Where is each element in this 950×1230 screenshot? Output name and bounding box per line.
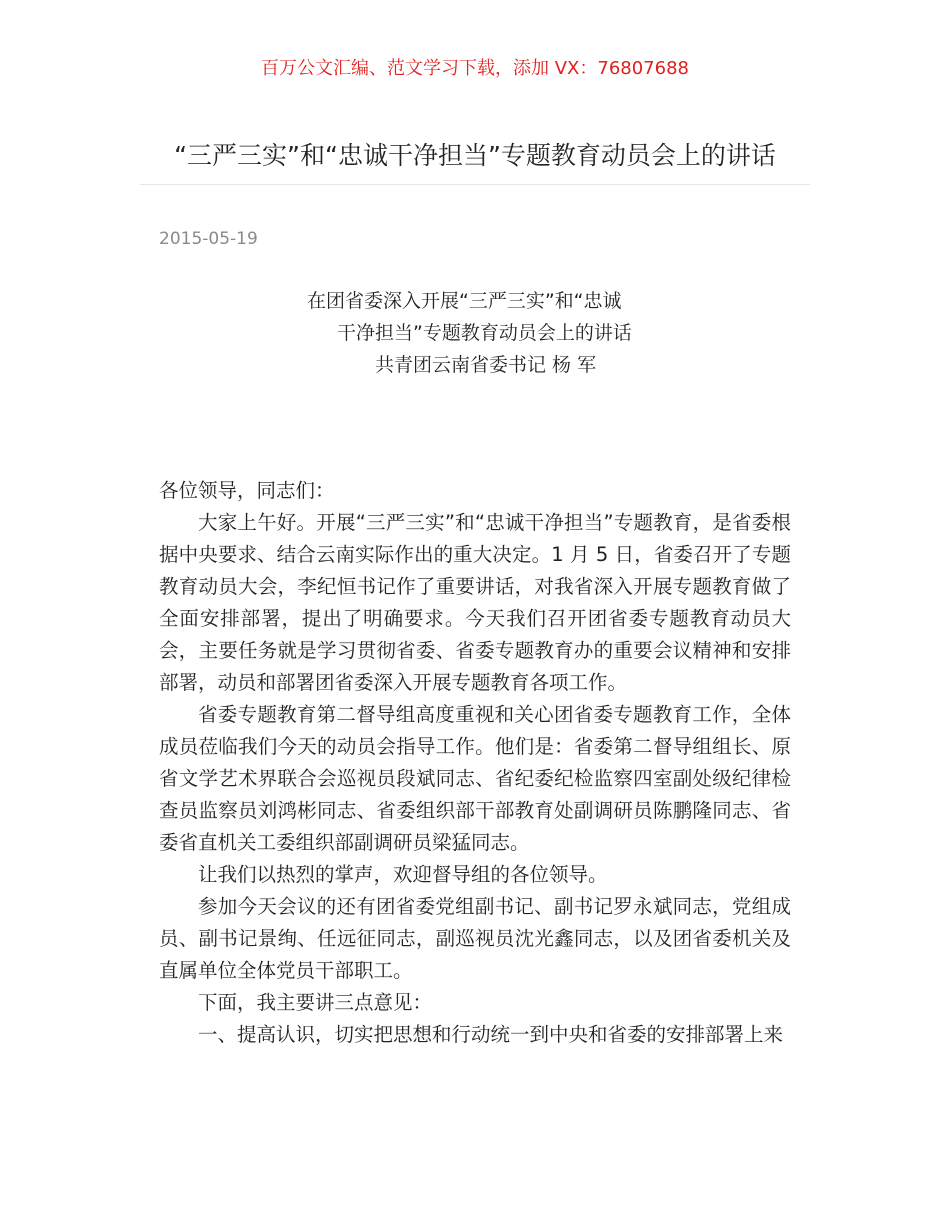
body-paragraph: 下面，我主要讲三点意见： — [198, 991, 433, 1014]
section-heading: 一、提高认识，切实把思想和行动统一到中央和省委的安排部署上来 — [198, 1023, 784, 1046]
speech-heading-line-1: 在团省委深入开展“三严三实”和“忠诚 — [307, 290, 622, 312]
download-banner: 百万公文汇编、范文学习下载，添加 VX：76807688 — [261, 58, 689, 79]
title-divider — [140, 184, 810, 185]
body-paragraph: 让我们以热烈的掌声，欢迎督导组的各位领导。 — [198, 863, 608, 886]
body-paragraph: 省委专题教育第二督导组高度重视和关心团省委专题教育工作，全体成员莅临我们今天的动员会指导工作。他们是：省委第二督导组组长、原省文学艺术界联合会巡视员段斌同志、省纪委纪检监察四室副处级纪律检查员监察员刘鸿彬同志、省委组织部干部教育处副调研员陈鹏隆同志、省委省直机关工委组织部副调研员梁猛同志。 — [159, 703, 791, 854]
article-body — [159, 475, 791, 1051]
body-paragraph: 大家上午好。开展“三严三实”和“忠诚干净担当”专题教育，是省委根据中央要求、结合云南实际作出的重大决定。1 月 5 日，省委召开了专题教育动员大会，李纪恒书记作了重要讲话，对我省深入开展专题教育做了全面安排部署，提出了明确要求。今天我们召开团省委专题教育动员大会，主要任务就是学习贯彻省委、省委专题教育办的重要会议精神和安排部署，动员和部署团省委深入开展专题教育各项工作。 — [159, 511, 791, 694]
publish-date: 2015-05-19 — [159, 229, 258, 249]
speech-heading-line-2: 干净担当”专题教育动员会上的讲话 — [337, 322, 632, 344]
body-paragraph: 参加今天会议的还有团省委党组副书记、副书记罗永斌同志，党组成员、副书记景绚、任远征同志，副巡视员沈光鑫同志，以及团省委机关及直属单位全体党员干部职工。 — [159, 895, 791, 982]
speaker-byline: 共青团云南省委书记 杨 军 — [375, 354, 597, 376]
article-title: “三严三实”和“忠诚干净担当”专题教育动员会上的讲话 — [174, 141, 776, 170]
salutation: 各位领导，同志们： — [159, 479, 335, 502]
